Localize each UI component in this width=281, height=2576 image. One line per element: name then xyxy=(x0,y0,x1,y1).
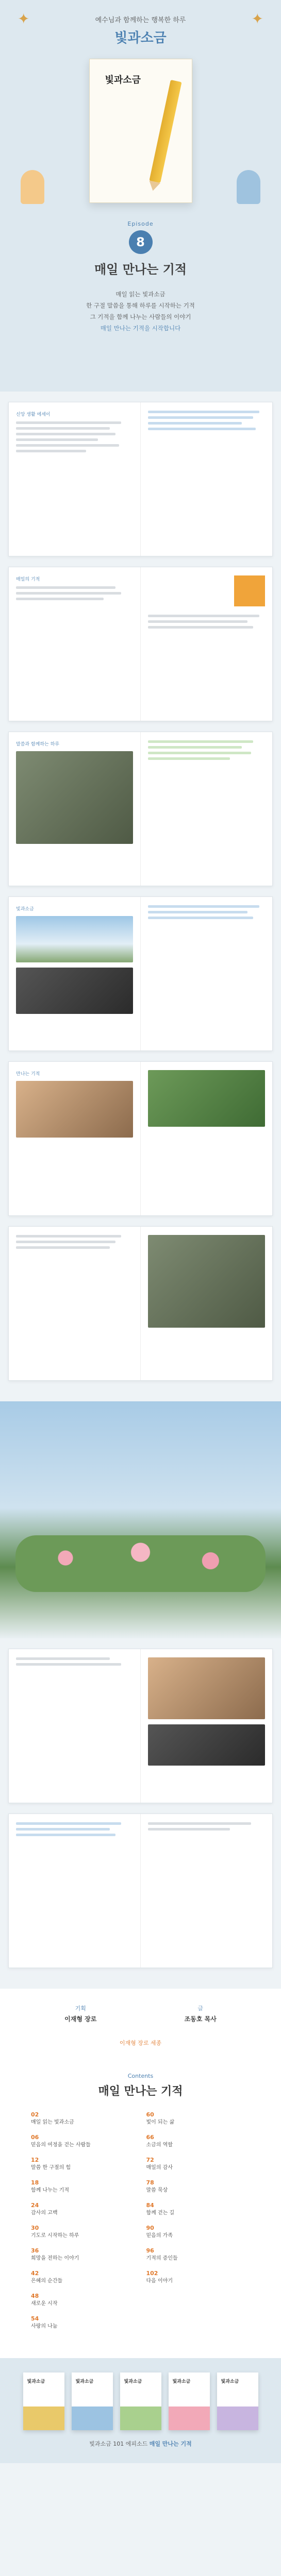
toc-item xyxy=(146,2224,251,2240)
spread-page-right xyxy=(140,897,272,1050)
spread-page-left xyxy=(9,732,140,886)
book-thumbnail-title: 빛과소금 xyxy=(172,2379,191,2384)
spread-page-left xyxy=(9,897,140,1050)
magazine-spreads-lower xyxy=(0,1638,281,1989)
toc-column-left xyxy=(31,2111,135,2337)
book-thumbnail xyxy=(23,2372,64,2430)
spread-page-left xyxy=(9,1062,140,1215)
book-thumbnail-title: 빛과소금 xyxy=(124,2379,142,2384)
credit-item xyxy=(64,2004,96,2023)
book-thumbnail xyxy=(120,2372,161,2430)
toc-item xyxy=(146,2247,251,2262)
flower-tree-illustration xyxy=(15,1535,266,1592)
toc-item-number: 96 xyxy=(146,2247,154,2254)
person-right-illustration xyxy=(237,170,260,204)
intro-line: 매일 만나는 기적을 시작합니다 xyxy=(100,325,181,332)
spread-heading: 신앙 생활 에세이 xyxy=(16,412,51,417)
text-block xyxy=(148,740,265,760)
spread-heading: 매일의 기적 xyxy=(16,577,40,582)
episode-title: 매일 만나는 기적 xyxy=(94,262,187,277)
spread-1 xyxy=(8,402,273,556)
toc-item-title: 함께 나누는 기적 xyxy=(31,2188,69,2193)
toc-item-title: 기적의 증인들 xyxy=(146,2256,178,2261)
toc-item-title: 믿음의 여정을 걷는 사람들 xyxy=(31,2142,91,2148)
book-thumbnail-title: 빛과소금 xyxy=(221,2379,239,2384)
toc-item-title: 함께 걷는 길 xyxy=(146,2210,175,2216)
spread-7 xyxy=(8,1649,273,1803)
toc-item-number: 66 xyxy=(146,2134,154,2141)
toc-item-number: 02 xyxy=(31,2111,39,2118)
toc-item xyxy=(146,2133,251,2149)
spread-page-left xyxy=(9,567,140,721)
text-block xyxy=(16,1235,133,1249)
toc-item-number: 30 xyxy=(31,2225,39,2231)
spread-3 xyxy=(8,732,273,886)
sparkle-icon: ✦ xyxy=(18,10,30,27)
toc-item-number: 90 xyxy=(146,2225,154,2231)
spread-page-right xyxy=(140,1814,272,1968)
toc-item xyxy=(31,2247,135,2262)
magazine-spreads xyxy=(0,392,281,1401)
toc-item xyxy=(146,2201,251,2217)
toc-item xyxy=(31,2179,135,2194)
toc-item-title: 기도로 시작하는 하루 xyxy=(31,2233,79,2239)
toc-item xyxy=(31,2224,135,2240)
toc-item-title: 감사의 고백 xyxy=(31,2210,58,2216)
toc-item-number: 48 xyxy=(31,2293,39,2299)
toc-item-title: 사랑의 나눔 xyxy=(31,2324,58,2329)
photo xyxy=(148,1657,265,1719)
photo xyxy=(16,1081,133,1138)
toc-item xyxy=(146,2269,251,2285)
book-thumbnail xyxy=(72,2372,113,2430)
people-illustration xyxy=(0,170,281,211)
book-thumbnail xyxy=(169,2372,210,2430)
credit-note: 이재형 장로 세종 xyxy=(0,2039,281,2057)
hero-tagline: 예수님과 함께하는 행복한 하루 xyxy=(95,16,186,24)
toc-item-title: 희망을 전하는 이야기 xyxy=(31,2256,79,2261)
toc-item-number: 84 xyxy=(146,2202,154,2209)
pencil-illustration xyxy=(149,80,181,183)
toc-column-right xyxy=(146,2111,251,2337)
person-left-illustration xyxy=(21,170,44,204)
toc-item-number: 102 xyxy=(146,2270,158,2277)
spread-page-right xyxy=(140,567,272,721)
book-thumbnail-band xyxy=(72,2406,113,2430)
toc-item xyxy=(31,2315,135,2330)
spread-heading: 만나는 기적 xyxy=(16,1072,40,1077)
book-thumbnail-band xyxy=(23,2406,64,2430)
spread-8 xyxy=(8,1814,273,1968)
book-credit-prefix: 빛과소금 101 에피소드 xyxy=(89,2441,148,2447)
spread-2 xyxy=(8,567,273,721)
toc-item xyxy=(146,2179,251,2194)
toc-item-title: 매일의 감사 xyxy=(146,2165,173,2171)
credit-name: 조동호 목사 xyxy=(184,2015,217,2023)
toc-item-number: 12 xyxy=(31,2157,39,2163)
toc-grid xyxy=(31,2111,250,2337)
toc-item-title: 말씀 한 구절의 힘 xyxy=(31,2165,71,2171)
toc-item-title: 은혜의 순간들 xyxy=(31,2278,63,2284)
text-block xyxy=(148,1822,265,1831)
toc-item xyxy=(146,2156,251,2172)
credit-item xyxy=(185,2004,217,2023)
intro-text xyxy=(38,289,244,334)
table-of-contents xyxy=(0,2057,281,2358)
orange-accent xyxy=(234,575,265,606)
text-block xyxy=(16,421,133,452)
toc-item xyxy=(31,2133,135,2149)
hero-title: 빛과소금 xyxy=(114,30,167,46)
toc-item xyxy=(146,2111,251,2126)
photo xyxy=(148,1724,265,1766)
spread-heading: 빛과소금 xyxy=(16,907,34,912)
intro-line: 매일 읽는 빛과소금 xyxy=(115,291,166,298)
toc-item-number: 42 xyxy=(31,2270,39,2277)
toc-item-number: 18 xyxy=(31,2179,39,2186)
photo xyxy=(148,1070,265,1127)
toc-item xyxy=(31,2111,135,2126)
toc-item-title: 새로운 시작 xyxy=(31,2301,58,2307)
book-thumbnail-band xyxy=(120,2406,161,2430)
book-thumbnail-band xyxy=(217,2406,258,2430)
text-block xyxy=(16,586,133,600)
toc-item xyxy=(31,2201,135,2217)
text-block xyxy=(16,1657,133,1666)
spread-page-right xyxy=(140,402,272,556)
toc-item-title: 믿음의 가족 xyxy=(146,2233,173,2239)
toc-item-number: 54 xyxy=(31,2315,39,2322)
spread-page-right xyxy=(140,1227,272,1380)
toc-label: Contents xyxy=(127,2073,154,2079)
toc-item-number: 24 xyxy=(31,2202,39,2209)
toc-item-number: 06 xyxy=(31,2134,39,2141)
spread-page-left xyxy=(9,402,140,556)
toc-item-title: 소금의 역할 xyxy=(146,2142,173,2148)
book-cover-title: 빛과소금 xyxy=(105,75,141,86)
photo xyxy=(16,968,133,1014)
toc-item xyxy=(31,2292,135,2308)
episode-label: Episode xyxy=(127,221,154,227)
sparkle-icon: ✦ xyxy=(251,10,263,27)
spread-5 xyxy=(8,1061,273,1216)
feature-photo xyxy=(0,1401,281,1638)
toc-item-number: 60 xyxy=(146,2111,154,2118)
text-block xyxy=(148,905,265,919)
intro-line: 그 기적을 함께 나누는 사람들의 이야기 xyxy=(90,313,191,320)
episode-number: 8 xyxy=(129,230,153,254)
toc-item-number: 78 xyxy=(146,2179,154,2186)
toc-item xyxy=(31,2156,135,2172)
photo xyxy=(148,1235,265,1328)
toc-item xyxy=(31,2269,135,2285)
book-row xyxy=(10,2372,271,2430)
spread-page-left xyxy=(9,1814,140,1968)
spread-page-left xyxy=(9,1227,140,1380)
toc-item-title: 말씀 묵상 xyxy=(146,2188,168,2193)
credit-name: 이재형 장로 xyxy=(64,2015,97,2023)
hero-section xyxy=(0,0,281,392)
book-series xyxy=(0,2358,281,2463)
book-thumbnail-title: 빛과소금 xyxy=(75,2379,94,2384)
text-block xyxy=(16,1822,133,1836)
toc-item-title: 빛이 되는 삶 xyxy=(146,2120,175,2125)
photo xyxy=(16,916,133,962)
spread-page-right xyxy=(140,1649,272,1803)
book-credit-highlight: 매일 만나는 기적 xyxy=(149,2441,192,2447)
credit-role: 글 xyxy=(197,2005,204,2012)
text-block xyxy=(148,615,265,629)
spread-6 xyxy=(8,1226,273,1381)
spread-page-left xyxy=(9,1649,140,1803)
credit-role: 기획 xyxy=(75,2005,86,2012)
book-thumbnail-title: 빛과소금 xyxy=(27,2379,45,2384)
toc-item-number: 36 xyxy=(31,2247,39,2254)
credits xyxy=(0,1989,281,2039)
intro-line: 한 구절 말씀을 통해 하루를 시작하는 기적 xyxy=(86,302,195,309)
text-block xyxy=(148,411,265,430)
episode-block xyxy=(0,221,281,277)
spread-heading: 말씀과 함께하는 하루 xyxy=(16,742,59,747)
book-credit xyxy=(10,2439,271,2448)
book-thumbnail-band xyxy=(169,2406,210,2430)
toc-item-number: 72 xyxy=(146,2157,154,2163)
book-thumbnail xyxy=(217,2372,258,2430)
spread-page-right xyxy=(140,732,272,886)
toc-item-title: 매일 읽는 빛과소금 xyxy=(31,2120,74,2125)
toc-title: 매일 만나는 기적 xyxy=(98,2084,183,2098)
photo xyxy=(16,751,133,844)
toc-item-title: 다음 이야기 xyxy=(146,2278,173,2284)
spread-page-right xyxy=(140,1062,272,1215)
spread-4 xyxy=(8,896,273,1051)
